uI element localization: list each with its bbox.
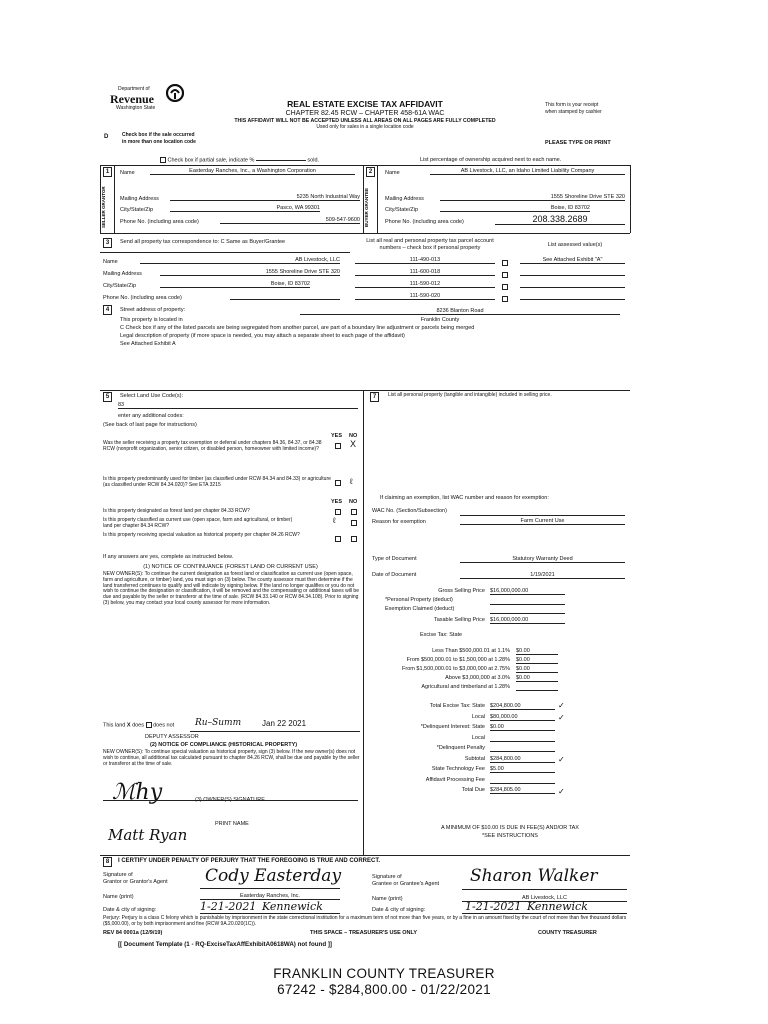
notice1-title: (1) NOTICE OF CONTINUANCE (FOREST LAND OR CURRENT USE) [143, 564, 318, 570]
grantee-sig-label-1: Signature of [372, 874, 402, 880]
q3-no-checkbox[interactable] [351, 509, 357, 515]
total-value: $80,000.00 [490, 714, 555, 721]
parcel-4: 111-590-020 [355, 293, 495, 300]
notice2-body: NEW OWNER(S): To continue special valuation as historical property, sign (3) below. If the new owner(s) does not wish to continue, all additional tax calculated pursuant to chapter 84.26 RCW, shall be due and payable by the seller or transferor at the time of sale. [103, 749, 360, 767]
grantee-city: Kennewick [527, 900, 588, 913]
does-not-label: does not [153, 722, 175, 729]
parcel-header-1: List all real and personal property tax parcel account [366, 238, 494, 244]
s3-phone-label: Phone No. (including area code) [103, 295, 182, 301]
personal-deduct-label: *Personal Property (deduct) [385, 597, 453, 603]
owner-signature-label: (3) OWNER(S) SIGNATURE [195, 797, 265, 803]
rev-line: REV 84 0001a (12/9/19) [103, 930, 163, 936]
bracket-value [516, 684, 558, 691]
total-label: *Delinquent Interest: State [420, 724, 485, 730]
revenue-logo [110, 84, 190, 124]
parcel-3: 111-590-012 [355, 281, 495, 288]
seller-mailing: 5235 North Industrial Way [170, 194, 360, 201]
assessor-date: Jan 22 2021 [262, 719, 307, 728]
taxable-value: $16,000,000.00 [490, 617, 565, 624]
buyer-mailing: 1555 Shoreline Drive STE 320 [440, 194, 625, 201]
grantor-date-label: Date & city of signing: [103, 907, 157, 913]
q3-yes-checkbox[interactable] [335, 509, 341, 515]
seller-name: Easterday Ranches, Inc., a Washington Corporation [150, 168, 355, 175]
grantor-name-label: Name (print) [103, 894, 134, 900]
yes-header-2: YES [331, 499, 343, 505]
single-location-note: Used only for sales in a single location code [316, 124, 414, 130]
land-use-label: Select Land Use Code(s): [120, 393, 183, 399]
minimum-fee: A MINIMUM OF $10.00 IS DUE IN FEE(S) AND/OR TAX [441, 825, 579, 831]
parcel-4-checkbox[interactable] [502, 296, 508, 302]
grantee-date-label: Date & city of signing: [372, 907, 426, 913]
bracket-value: $0.00 [516, 666, 558, 673]
s3-city-label: City/State/Zip [103, 283, 137, 289]
wac-label: WAC No. (Section/Subsection) [372, 508, 447, 514]
any-yes-note: If any answers are yes, complete as instructed below. [103, 554, 234, 560]
section-2-number: 2 [366, 167, 375, 177]
segregated-check[interactable]: C Check box if any of the listed parcels are being segregated from another parcel, are part of a boundary line adjustment or parcels being merged [120, 325, 475, 331]
total-value: $284,805.00 [490, 787, 555, 794]
seller-mailing-label: Mailing Address [120, 196, 159, 202]
total-label: State Technology Fee [431, 766, 485, 772]
buyer-phone-label: Phone No. (including area code) [385, 219, 464, 225]
does-label: does [132, 722, 144, 729]
buyer-city-label: City/State/Zip [385, 207, 419, 213]
total-value [490, 777, 555, 784]
no-header-2: NO [349, 499, 358, 505]
grantor-city: Kennewick [262, 900, 323, 913]
owner-printed-name: Matt Ryan [108, 826, 188, 844]
located-label: This property is located in [120, 317, 183, 323]
grantor-date: 1-21-2021 [200, 900, 257, 913]
total-label: Subtotal [464, 755, 485, 762]
excise-state-label: Excise Tax: State [420, 632, 463, 638]
dept-line3: Washington State [116, 105, 156, 111]
receipt-note-1: This form is your receipt [545, 102, 599, 108]
seller-city-label: City/State/Zip [120, 207, 154, 213]
gross-label: Gross Selling Price [438, 588, 485, 594]
total-value [490, 735, 555, 742]
question-4: Is this property classified as current use (open space, farm and agricultural, or timber) land per chapter 84.34 RCW? [103, 517, 293, 529]
form-title: REAL ESTATE EXCISE TAX AFFIDAVIT [287, 99, 443, 109]
question-2: Is this property predominantly used for timber (as classified under RCW 84.34 and 84.33) or agriculture (as classified under RCW 84.34.020)? See ETA 3215 [103, 476, 331, 488]
taxable-label: Taxable Selling Price [433, 617, 485, 623]
doc-type-label: Type of Document [372, 556, 417, 562]
revenue-swirl-icon [166, 84, 184, 102]
perjury-statement: Perjury: Perjury is a class C felony which is punishable by imprisonment in the state correctional institution for a maximum term of not more than five years, or by a fine in an amount fixed by the court of not more than five thousand dollars ($5,000.00), or by both imprisonment and fine (RCW 9A.20.020(1C)). [103, 915, 627, 927]
total-label: Total Excise Tax: State [429, 703, 485, 709]
seller-side-label: SELLER GRANTOR [101, 186, 106, 229]
street-value: 8236 Blanton Road [300, 308, 620, 315]
form-subtitle: CHAPTER 82.45 RCW – CHAPTER 458-61A WAC [285, 110, 445, 117]
total-value: $284,800.00 [490, 756, 555, 763]
seller-name-label: Name [120, 170, 135, 176]
buyer-mailing-label: Mailing Address [385, 196, 424, 202]
bracket-value: $0.00 [516, 675, 558, 682]
q4-yes-mark[interactable]: ℓ [333, 516, 336, 525]
section-7-number: 7 [370, 392, 379, 402]
county-treasurer: COUNTY TREASURER [538, 930, 597, 936]
land-use-code[interactable]: 83 [118, 402, 358, 409]
grantor-sig-label-2: Grantor or Grantor's Agent [103, 879, 168, 885]
partial-sale-checkbox[interactable] [160, 157, 166, 163]
doc-date-value: 1/19/2021 [460, 572, 625, 579]
treasurer-use: THIS SPACE – TREASURER'S USE ONLY [310, 930, 418, 936]
question-3: Is this property designated as forest land per chapter 84.33 RCW? [103, 508, 250, 514]
buyer-side-label: BUYER GRANTEE [364, 188, 369, 228]
q1-no-mark[interactable]: X [350, 439, 357, 449]
grantee-date: 1-21-2021 [465, 900, 522, 913]
buyer-city: Boise, ID 83702 [440, 205, 590, 212]
s3-name-label: Name [103, 259, 118, 265]
grantee-sig-label-2: Grantee or Grantee's Agent [372, 881, 440, 887]
additional-codes: enter any additional codes: [118, 413, 184, 419]
form-warning: THIS AFFIDAVIT WILL NOT BE ACCEPTED UNLESS ALL AREAS ON ALL PAGES ARE FULLY COMPLETED [234, 118, 496, 124]
parcel-2-checkbox[interactable] [502, 272, 508, 278]
grantor-sig-label-1: Signature of [103, 872, 133, 878]
q2-no-mark[interactable]: ℓ [350, 477, 353, 486]
seller-city: Pasco, WA 99301 [170, 205, 320, 212]
parcel-header-2: numbers – check box if personal property [379, 245, 481, 251]
local-check: ✓ [558, 713, 565, 722]
receipt-note-2: when stamped by cashier [545, 109, 602, 115]
q1-yes-checkbox[interactable] [335, 443, 341, 449]
dept-line2: Revenue [110, 92, 154, 106]
multi-location-check-1[interactable]: Check box if the sale occurred [122, 132, 195, 138]
assessed-header: List assessed value(s) [547, 242, 603, 248]
bracket-value: $0.00 [516, 657, 558, 664]
total-check: ✓ [558, 787, 565, 796]
legal-description: Legal description of property (if more space is needed, you may attach a separate sheet to each page of the affidavit) [120, 333, 405, 339]
q2-yes-checkbox[interactable] [335, 480, 341, 486]
bracket-label: From $1,500,000.01 to $3,000,000 at 2.75% [402, 666, 510, 672]
question-1: Was the seller receiving a property tax exemption or deferral under chapters 84.36, 84.37, or 84.38 RCW (nonprofit organization, senior citizen, or disabled person, homeowner with limited income)? [103, 440, 322, 452]
bracket-label: Above $3,000,000 at 3.0% [445, 675, 510, 681]
notice2-title: (2) NOTICE OF COMPLIANCE (HISTORICAL PROPERTY) [150, 742, 298, 748]
total-label: Local [471, 713, 485, 720]
gross-value: $16,000,000.00 [490, 588, 565, 595]
exemption-claim: If claiming an exemption, list WAC number and reason for exemption: [380, 495, 549, 501]
s3-mailing-label: Mailing Address [103, 271, 142, 277]
parcel-2: 111-600-018 [355, 269, 495, 276]
total-value: $204,800.00 [490, 703, 555, 710]
owner-signature: ℳhy [112, 780, 163, 805]
total-value: $5.00 [490, 766, 555, 773]
s3-mailing: 1555 Shoreline Drive STE 320 [160, 269, 340, 276]
partial-sale-label: Check box if partial sale, indicate % [167, 157, 255, 164]
parcel-1: 111-490-013 [355, 257, 495, 264]
correspondence-label: Send all property tax correspondence to: C Same as Buyer/Grantee [120, 239, 286, 245]
section-5-number: 5 [103, 392, 112, 402]
section-1-number: 1 [103, 167, 112, 177]
grantee-name: AB Livestock, LLC [462, 895, 627, 902]
no-header-1: NO [349, 433, 358, 439]
deputy-assessor: DEPUTY ASSESSOR [145, 734, 199, 740]
grantor-signature: Cody Easterday [205, 866, 342, 886]
q5-no-checkbox[interactable] [351, 536, 357, 542]
treasurer-stamp-line2: 67242 - $284,800.00 - 01/22/2021 [277, 982, 491, 997]
bracket-label: From $500,000.01 to $1,500,000 at 1.28% [406, 657, 510, 663]
section-4-number: 4 [103, 305, 112, 315]
grantee-signature: Sharon Walker [470, 866, 598, 886]
seller-phone: 509-547-9600 [220, 217, 360, 224]
assessed-value: See Attached Exhibit "A" [520, 257, 625, 264]
see-back-note: (See back of last page for instructions) [103, 422, 197, 428]
bracket-value: $0.00 [516, 648, 558, 655]
section-3-number: 3 [103, 238, 112, 248]
buyer-name-label: Name [385, 170, 400, 176]
exhibit-note: See Attached Exhibit A [120, 341, 176, 347]
personal-property-label: List all personal property (tangible and intangible) included in selling price. [388, 392, 552, 398]
ownership-note: List percentage of ownership acquired next to each name. [420, 157, 562, 163]
bracket-label: Agricultural and timberland at 1.28% [421, 684, 510, 690]
please-type: PLEASE TYPE OR PRINT [545, 140, 611, 146]
buyer-name: AB Livestock, LLC, an Idaho Limited Liability Company [430, 168, 625, 175]
partial-sale-row[interactable] [160, 157, 319, 164]
yes-header-1: YES [331, 433, 343, 439]
assessor-signature: Ru–Summ [195, 718, 242, 728]
reason-label: Reason for exemption [372, 519, 426, 525]
this-land-label: This land [103, 722, 126, 729]
total-value: $0.00 [490, 724, 555, 731]
see-instructions: *SEE INSTRUCTIONS [482, 833, 538, 839]
total-label: Affidavit Processing Fee [425, 776, 485, 783]
exemption-deduct-label: Exemption Claimed (deduct) [385, 606, 455, 612]
q4-no-checkbox[interactable] [351, 520, 357, 526]
dept-line1: Department of [118, 86, 150, 92]
print-name-label: PRINT NAME [215, 821, 249, 827]
total-label: *Delinquent Penalty [436, 745, 485, 751]
total-label: Local [471, 734, 485, 741]
multi-location-check-2: in more than one location code [122, 139, 196, 145]
template-note: [[ Document Template (1 - RQ-ExciseTaxAffExhibitA0618WA) not found ]] [118, 941, 332, 948]
does-not-checkbox[interactable] [146, 722, 152, 728]
buyer-phone: 208.338.2689 [495, 214, 625, 225]
doc-date-label: Date of Document [372, 572, 417, 578]
bracket-label: Less Than $500,000.01 at 1.1% [432, 648, 510, 654]
s3-name: AB Livestock, LLC [140, 257, 340, 264]
parcel-1-checkbox[interactable] [502, 260, 508, 266]
treasurer-stamp-line1: FRANKLIN COUNTY TREASURER [273, 966, 495, 981]
question-5: Is this property receiving special valuation as historical property per chapter 84.26 RCW? [103, 532, 300, 538]
reason-value: Farm Current Use [460, 518, 625, 525]
section-8-number: 8 [103, 857, 112, 867]
doc-type-value: Statutory Warranty Deed [460, 556, 625, 563]
located-value: Franklin County [420, 317, 460, 323]
total-value [490, 745, 555, 752]
parcel-3-checkbox[interactable] [502, 284, 508, 290]
notice1-body: NEW OWNER(S): To continue the current designation as forest land or classification as current use (open space, farm and agriculture, or timber) land, you must sign on (3) below. The county assessor must then determine if the land transferred continues to qualify and will indicate by signing below. If the land no longer qualifies or you do not wish to continue the designation or classification, it will be removed and the compensating or additional taxes will be due and payable by the seller or transferor at the time of sale. (RCW 84.33.140 or RCW 84.34.108). Prior to signing (3) below, you may contact your local county assessor for more information. [103, 571, 359, 606]
sold-label: sold. [307, 157, 320, 164]
grantee-name-label: Name (print) [372, 896, 403, 902]
seller-phone-label: Phone No. (including area code) [120, 219, 199, 225]
s3-city: Boise, ID 83702 [160, 281, 310, 288]
grantor-name: Easterday Ranches, Inc. [200, 893, 340, 900]
multi-location-mark: D [104, 134, 109, 140]
street-label: Street address of property: [120, 307, 186, 313]
total-label: Total Due [461, 787, 485, 793]
certify-statement: I CERTIFY UNDER PENALTY OF PERJURY THAT THE FOREGOING IS TRUE AND CORRECT. [118, 858, 381, 864]
subtotal-check: ✓ [558, 755, 565, 764]
q5-yes-checkbox[interactable] [335, 536, 341, 542]
total-state-check: ✓ [558, 701, 565, 710]
land-does-row: This land X does does not [103, 722, 175, 729]
